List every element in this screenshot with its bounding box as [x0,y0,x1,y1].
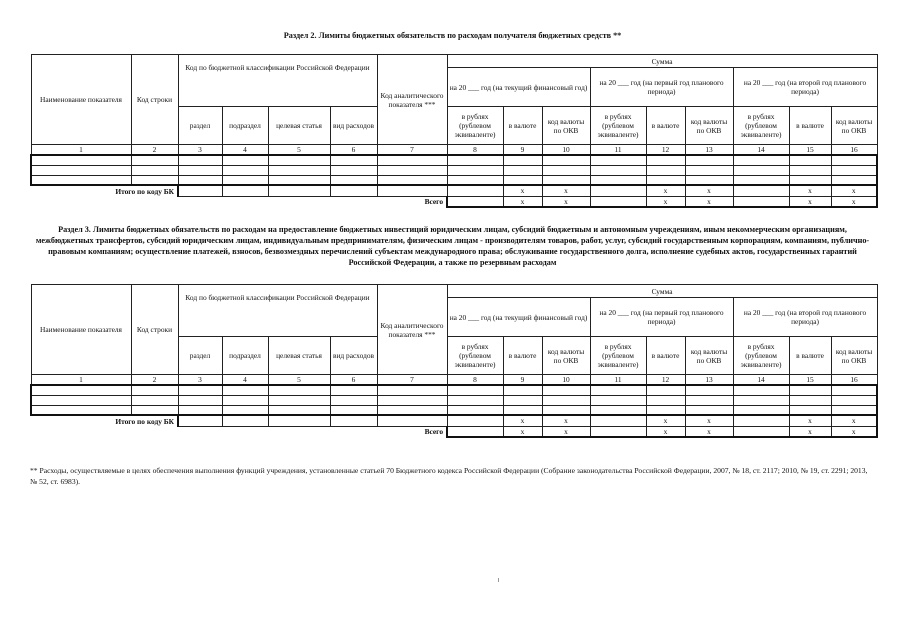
input-cell[interactable] [590,175,646,185]
input-cell[interactable] [222,415,268,426]
sub-kind: вид расходов [330,107,377,145]
x-mark: x [542,185,590,196]
col-number: 3 [178,375,222,386]
input-cell[interactable] [377,155,447,165]
header-year-first: на 20 ___ год (на первый год планового периода) [590,298,733,337]
col-number: 12 [646,375,685,386]
input-cell[interactable] [178,405,222,415]
input-cell[interactable] [330,415,377,426]
input-cell[interactable] [447,155,503,165]
col-number: 8 [447,145,503,156]
input-cell[interactable] [31,385,131,395]
total-bk-row [31,415,877,426]
input-cell[interactable] [685,155,733,165]
input-cell[interactable] [831,405,877,415]
input-cell[interactable] [377,385,447,395]
col-number: 8 [447,375,503,386]
x-mark: x [831,196,877,207]
header-year-current: на 20 ___ год (на текущий финансовый год) [447,68,590,107]
input-cell[interactable] [646,385,685,395]
col-number: 10 [542,375,590,386]
col-number: 1 [31,375,131,386]
footnote: ** Расходы, осуществляемые в целях обеспечения выполнения функций учреждения, установленные статьей 70 Бюджетного кодекса Российской Федерации (Собрание законодательства Российской Федерации, 2007, № 18, ст. 2117; 2010, № 19, ст. 2291; 2013, № 52, ст. 6983). [30,466,868,486]
input-cell[interactable] [268,415,330,426]
header-code: Код строки [131,285,178,375]
x-mark: x [503,426,542,437]
input-cell[interactable] [31,175,131,185]
input-cell[interactable] [685,385,733,395]
scan-artifact [498,578,499,582]
input-cell[interactable] [131,155,178,165]
sub-subsection: подраздел [222,337,268,375]
header-name: Наименование показателя [31,55,131,145]
table-row [31,155,877,165]
x-mark: x [831,426,877,437]
input-cell[interactable] [268,155,330,165]
sub-target: целевая статья [268,337,330,375]
input-cell[interactable] [503,155,542,165]
input-cell[interactable] [646,175,685,185]
input-cell[interactable] [503,385,542,395]
input-cell[interactable] [222,395,268,405]
input-cell[interactable] [733,185,789,196]
table-row [31,175,877,185]
col-number: 2 [131,145,178,156]
col-number: 16 [831,375,877,386]
x-mark: x [789,426,831,437]
sub-okv: код валюты по ОКВ [685,337,733,375]
sub-cur: в валюте [503,337,542,375]
header-sum: Сумма [447,55,877,68]
total-all-label: Всего [424,427,444,437]
col-number: 11 [590,145,646,156]
input-cell[interactable] [330,165,377,175]
sub-cur: в валюте [503,107,542,145]
input-cell[interactable] [646,165,685,175]
input-cell[interactable] [646,395,685,405]
input-cell[interactable] [178,185,222,196]
sub-section: раздел [178,107,222,145]
input-cell[interactable] [222,175,268,185]
input-cell[interactable] [789,165,831,175]
sub-kind: вид расходов [330,337,377,375]
header-sum: Сумма [447,285,877,298]
input-cell[interactable] [831,165,877,175]
input-cell[interactable] [377,185,447,196]
input-cell[interactable] [733,405,789,415]
input-cell[interactable] [330,155,377,165]
input-cell[interactable] [831,155,877,165]
x-mark: x [646,426,685,437]
col-number: 12 [646,145,685,156]
input-cell[interactable] [542,175,590,185]
x-mark: x [542,415,590,426]
input-cell[interactable] [447,405,503,415]
input-cell[interactable] [590,165,646,175]
x-mark: x [789,185,831,196]
input-cell[interactable] [646,155,685,165]
input-cell[interactable] [590,395,646,405]
col-number: 6 [330,375,377,386]
input-cell[interactable] [268,175,330,185]
input-cell[interactable] [447,385,503,395]
x-mark: x [503,196,542,207]
sub-okv: код валюты по ОКВ [831,337,877,375]
input-cell[interactable] [831,385,877,395]
input-cell[interactable] [178,155,222,165]
x-mark: x [503,415,542,426]
sub-cur: в валюте [789,337,831,375]
col-number: 1 [31,145,131,156]
input-cell[interactable] [268,405,330,415]
section-2-table [30,54,878,208]
table-row [31,165,877,175]
col-number: 15 [789,145,831,156]
input-cell[interactable] [377,165,447,175]
col-number: 11 [590,375,646,386]
input-cell[interactable] [733,196,789,207]
input-cell[interactable] [447,185,503,196]
input-cell[interactable] [733,426,789,437]
input-cell[interactable] [733,165,789,175]
input-cell[interactable] [178,395,222,405]
input-cell[interactable] [222,165,268,175]
col-number: 5 [268,375,330,386]
input-cell[interactable] [447,196,503,207]
input-cell[interactable] [447,175,503,185]
input-cell[interactable] [268,385,330,395]
input-cell[interactable] [447,395,503,405]
col-number: 4 [222,145,268,156]
sub-rub: в рублях (рублевом эквиваленте) [733,337,789,375]
x-mark: x [685,185,733,196]
sub-okv: код валюты по ОКВ [542,337,590,375]
input-cell[interactable] [330,385,377,395]
header-year-current: на 20 ___ год (на текущий финансовый год) [447,298,590,337]
input-cell[interactable] [377,175,447,185]
section-3-title: Раздел 3. Лимиты бюджетных обязательств по расходам на предоставление бюджетных инвестиций юридическим лицам, субсидий бюджетным и автономным учреждениям, иным некоммерческим организациям, межбюджетных трансфертов, субсидий юридическим лицам, индивидуальным предпринимателям, физическим лицам - производителям товаров, работ, услуг, субсидий государственным корпорациям, компаниям, публично-правовым компаниям; осуществление платежей, взносов, безвозмездных перечислений субъектам международного права; обслуживание государственного долга, исполнение судебных актов, государственных гарантий Российской Федерации, а также по резервным расходам [35,225,870,267]
col-number: 4 [222,375,268,386]
col-number: 15 [789,375,831,386]
input-cell[interactable] [330,405,377,415]
total-all-row [31,196,877,207]
col-number: 2 [131,375,178,386]
input-cell[interactable] [542,155,590,165]
col-number: 10 [542,145,590,156]
input-cell[interactable] [178,165,222,175]
input-cell[interactable] [733,175,789,185]
input-cell[interactable] [268,395,330,405]
input-cell[interactable] [733,395,789,405]
input-cell[interactable] [222,185,268,196]
x-mark: x [685,426,733,437]
sub-okv: код валюты по ОКВ [831,107,877,145]
col-number: 14 [733,145,789,156]
header-code: Код строки [131,55,178,145]
input-cell[interactable] [590,415,646,426]
sub-rub: в рублях (рублевом эквиваленте) [447,337,503,375]
sub-cur: в валюте [646,107,685,145]
col-number: 5 [268,145,330,156]
x-mark: x [503,185,542,196]
col-number: 9 [503,145,542,156]
header-analytic: Код аналитического показателя *** [377,55,447,145]
header-year-first: на 20 ___ год (на первый год планового периода) [590,68,733,107]
sub-section: раздел [178,337,222,375]
input-cell[interactable] [131,395,178,405]
input-cell[interactable] [590,385,646,395]
input-cell[interactable] [447,426,503,437]
header-bk: Код по бюджетной классификации Российской Федерации [178,55,377,107]
x-mark: x [831,415,877,426]
input-cell[interactable] [447,165,503,175]
input-cell[interactable] [268,185,330,196]
input-cell[interactable] [733,385,789,395]
x-mark: x [646,185,685,196]
input-cell[interactable] [330,175,377,185]
input-cell[interactable] [503,395,542,405]
x-mark: x [542,196,590,207]
input-cell[interactable] [590,196,646,207]
input-cell[interactable] [733,415,789,426]
input-cell[interactable] [685,175,733,185]
sub-subsection: подраздел [222,107,268,145]
section-3-table [30,284,878,438]
input-cell[interactable] [590,185,646,196]
input-cell[interactable] [542,165,590,175]
input-cell[interactable] [542,395,590,405]
col-number: 7 [377,375,447,386]
sub-okv: код валюты по ОКВ [542,107,590,145]
x-mark: x [789,196,831,207]
header-year-second: на 20 ___ год (на второй год планового периода) [733,298,877,337]
input-cell[interactable] [222,385,268,395]
col-number: 7 [377,145,447,156]
section-2-title: Раздел 2. Лимиты бюджетных обязательств по расходам получателя бюджетных средств ** [283,31,622,40]
header-bk: Код по бюджетной классификации Российской Федерации [178,285,377,337]
input-cell[interactable] [789,385,831,395]
sub-cur: в валюте [789,107,831,145]
input-cell[interactable] [31,395,131,405]
input-cell[interactable] [131,385,178,395]
input-cell[interactable] [178,415,222,426]
total-bk-label: Итого по коду БК [115,416,174,426]
input-cell[interactable] [685,395,733,405]
sub-rub: в рублях (рублевом эквиваленте) [590,107,646,145]
header-year-second: на 20 ___ год (на второй год планового периода) [733,68,877,107]
x-mark: x [831,185,877,196]
sub-rub: в рублях (рублевом эквиваленте) [733,107,789,145]
input-cell[interactable] [789,175,831,185]
input-cell[interactable] [222,155,268,165]
input-cell[interactable] [268,165,330,175]
total-all-label: Всего [424,197,444,207]
table-row [31,395,877,405]
input-cell[interactable] [789,405,831,415]
input-cell[interactable] [222,405,268,415]
input-cell[interactable] [831,175,877,185]
input-cell[interactable] [590,405,646,415]
input-cell[interactable] [31,405,131,415]
x-mark: x [685,196,733,207]
sub-target: целевая статья [268,107,330,145]
table-row [31,385,877,395]
header-name: Наименование показателя [31,285,131,375]
input-cell[interactable] [590,426,646,437]
input-cell[interactable] [646,405,685,415]
input-cell[interactable] [590,155,646,165]
input-cell[interactable] [542,385,590,395]
table-row [31,405,877,415]
input-cell[interactable] [503,175,542,185]
input-cell[interactable] [503,165,542,175]
total-all-row [31,426,877,437]
col-number: 13 [685,145,733,156]
sub-rub: в рублях (рублевом эквиваленте) [447,107,503,145]
x-mark: x [685,415,733,426]
input-cell[interactable] [503,405,542,415]
input-cell[interactable] [685,165,733,175]
input-cell[interactable] [789,395,831,405]
input-cell[interactable] [31,165,131,175]
input-cell[interactable] [377,395,447,405]
input-cell[interactable] [178,175,222,185]
x-mark: x [789,415,831,426]
sub-cur: в валюте [646,337,685,375]
input-cell[interactable] [447,415,503,426]
total-bk-row [31,185,877,196]
sub-rub: в рублях (рублевом эквиваленте) [590,337,646,375]
input-cell[interactable] [131,165,178,175]
col-number: 13 [685,375,733,386]
total-bk-label: Итого по коду БК [115,186,174,196]
input-cell[interactable] [178,385,222,395]
input-cell[interactable] [542,405,590,415]
x-mark: x [646,415,685,426]
col-number: 9 [503,375,542,386]
col-number: 6 [330,145,377,156]
input-cell[interactable] [131,175,178,185]
x-mark: x [646,196,685,207]
col-number: 16 [831,145,877,156]
input-cell[interactable] [31,155,131,165]
input-cell[interactable] [131,405,178,415]
x-mark: x [542,426,590,437]
input-cell[interactable] [330,395,377,405]
input-cell[interactable] [789,155,831,165]
input-cell[interactable] [733,155,789,165]
sub-okv: код валюты по ОКВ [685,107,733,145]
input-cell[interactable] [377,415,447,426]
input-cell[interactable] [330,185,377,196]
input-cell[interactable] [831,395,877,405]
input-cell[interactable] [377,405,447,415]
input-cell[interactable] [685,405,733,415]
col-number: 14 [733,375,789,386]
col-number: 3 [178,145,222,156]
header-analytic: Код аналитического показателя *** [377,285,447,375]
